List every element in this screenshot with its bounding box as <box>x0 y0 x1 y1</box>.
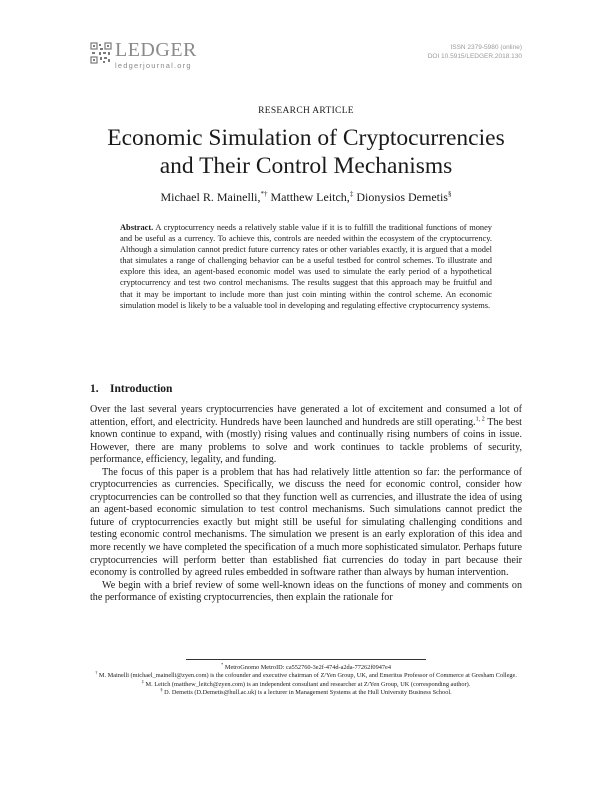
author-mark: § <box>447 190 452 198</box>
footnote-mark: * <box>221 661 224 667</box>
footnote-text: M. Leitch (matthew_leitch@zyen.com) is an independent consultant and researcher at Z/Yen Group, UK (corresponding author). <box>143 680 471 688</box>
qr-code-icon <box>90 42 112 64</box>
journal-logo-name: LEDGER <box>115 39 197 61</box>
paragraph: The focus of this paper is a problem that has had relatively little attention so far: the performance of cryptocurrencies as currencies. Specifically, we discuss the need for economic control, consider how cryptocurrencies can be controlled so that they function well as currencies, and illustrate the idea of using an agent-based economic simulation to test control mechanisms. Such simulations cannot predict the future of cryptocurrencies exactly but might still be useful for simulating challenging conditions and testing economic control mechanisms. The simulation we present is an early exploration of this idea and more recently we have completed the specification of a much more sophisticated simulator. Perhaps future cryptocurrencies will perform better than established fiat currencies do today in part because their economy is controlled by agreed rules embedded in software rather than always by human intervention. <box>90 466 522 579</box>
doi: DOI 10.5915/LEDGER.2018.130 <box>427 53 522 60</box>
journal-logo[interactable] <box>90 40 197 70</box>
section-heading <box>90 383 172 395</box>
abstract <box>120 222 492 311</box>
author-list <box>0 190 612 205</box>
footnote-mark: † <box>95 670 98 676</box>
footnote-mark: § <box>160 686 163 692</box>
author-mark: *† <box>260 190 268 198</box>
section-number: 1. <box>90 383 99 395</box>
footnote-rule <box>186 659 426 660</box>
paragraph <box>90 404 522 467</box>
abstract-label: Abstract. <box>120 223 154 232</box>
paragraph-text: The best known continue to expand, with (mostly) rising values and continually rising numbers of coins in issue. However, there are many problems to solve and work continues to tackle problems of security, performance, efficiency, legality, and funding. <box>90 416 522 466</box>
footnote-text: D. Demetis (D.Demetis@hull.ac.uk) is a lecturer in Management Systems at the Hull University Business School. <box>162 688 452 696</box>
article-type: RESEARCH ARTICLE <box>258 106 354 116</box>
author-name: Matthew Leitch, <box>270 190 350 204</box>
author-name: Dionysios Demetis <box>356 190 448 204</box>
footnote <box>90 672 522 680</box>
footnote-mark: ‡ <box>141 678 144 684</box>
journal-url: ledgerjournal.org <box>115 61 192 70</box>
paragraph: We begin with a brief review of some well-known ideas on the functions of money and comments on the performance of existing cryptocurrencies, then explain the rationale for <box>90 579 522 604</box>
issn: ISSN 2379-5980 (online) <box>450 44 522 51</box>
body-text <box>90 404 522 605</box>
citation-ref[interactable]: 1, 2 <box>475 416 485 423</box>
journal-identifiers <box>428 43 522 61</box>
footnotes <box>90 661 522 697</box>
paper-title-line2: and Their Control Mechanisms <box>159 153 453 179</box>
footnote <box>90 678 522 689</box>
section-title: Introduction <box>110 383 173 395</box>
footnote-text: MetroGnomo MetroID: ca552760-3e2f-474d-a2da-77262f0947e4 <box>223 664 391 671</box>
footnote <box>90 686 522 697</box>
paragraph-text: Over the last several years cryptocurrencies have generated a lot of excitement and consumed a lot of attention, effort, and electricity. Hundreds have been launched and hundreds are still operating. <box>90 404 522 428</box>
paper-title-line1: Economic Simulation of Cryptocurrencies <box>107 125 505 151</box>
author-name: Michael R. Mainelli, <box>160 190 261 204</box>
journal-header <box>90 40 522 74</box>
paper-title <box>60 124 552 180</box>
abstract-text: A cryptocurrency needs a relatively stable value if it is to fulfill the traditional functions of money and be useful as a currency. To achieve this, controls are needed within the ecosystem of the cryptocurrency. Although a simulation cannot predict future currency rates or other variables exactly, it is argued that a model that simulates a range of challenging behavior can be a useful testbed for control schemes. To illustrate and explore this idea, an agent-based economic model was used to simulate the early period of a hypothetical cryptocurrency and test two control mechanisms. The results suggest that this approach may be fruitful and that it may be important to include more than just coin minting within the control scheme. An economic simulation model is likely to be a valuable tool in developing and regulating effective cryptocurrency systems. <box>120 223 492 310</box>
author-mark: ‡ <box>349 190 354 198</box>
footnote-text: M. Mainelli (michael_mainelli@zyen.com) is the cofounder and executive chairman of Z/Yen Group, UK, and Emeritus Professor of Commerce at Gresham College. <box>97 672 517 680</box>
